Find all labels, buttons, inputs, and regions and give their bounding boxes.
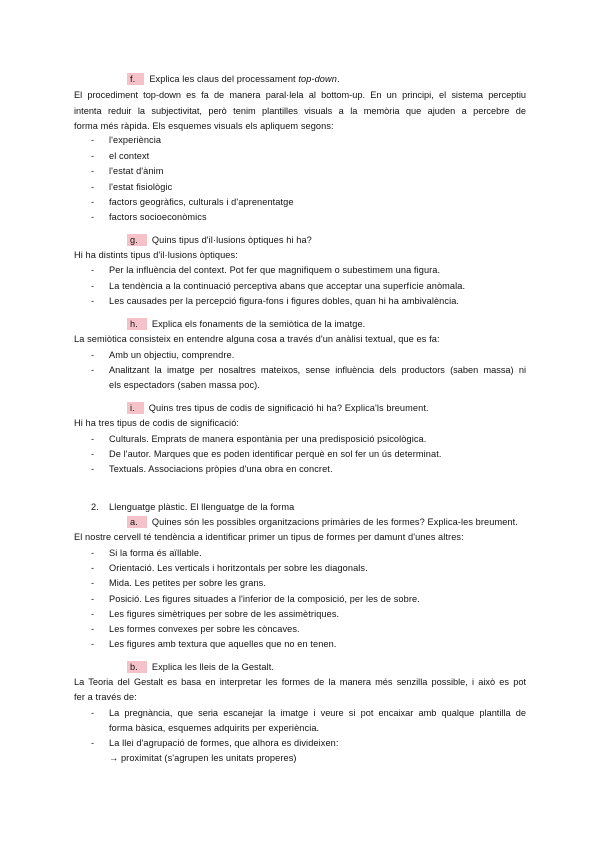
- list-item-continuation: els espectadors (saben massa poc).: [109, 380, 260, 390]
- question-letter: i.: [127, 402, 144, 414]
- bullet-dash: -: [91, 578, 95, 588]
- sub-list-item: → proximitat (s'agrupen les unitats properes): [109, 753, 297, 763]
- bullet-dash: -: [91, 166, 95, 176]
- list-item: La tendència a la continuació perceptiva abans que acceptar una superfície anòmala.: [109, 281, 466, 291]
- arrow-icon: →: [109, 753, 119, 763]
- bullet-dash: -: [91, 639, 95, 649]
- list-item: Les figures amb textura que aquelles que no en tenen.: [109, 639, 337, 649]
- list-item: La llei d'agrupació de formes, que alhora es divideixen:: [109, 738, 339, 748]
- paragraph-line: fer a través de:: [74, 692, 137, 702]
- section-intro: Hi ha tres tipus de codis de significació:: [74, 418, 240, 428]
- list-item: factors geogràfics, culturals i d'aprenentatge: [109, 197, 294, 207]
- section-intro: El nostre cervell té tendència a identificar primer un tipus de formes per damunt d'unes altres:: [74, 532, 464, 542]
- bullet-dash: -: [91, 708, 95, 718]
- bullet-dash: -: [91, 350, 95, 360]
- list-item: Mida. Les petites per sobre les grans.: [109, 578, 267, 588]
- bullet-dash: -: [91, 624, 95, 634]
- question-letter: g.: [127, 234, 147, 246]
- list-item-continuation: forma bàsica, esquemes adquirits per experiència.: [109, 723, 320, 733]
- bullet-dash: -: [91, 548, 95, 558]
- list-item: Les causades per la percepció figura-fons i figures dobles, quan hi ha ambivalència.: [109, 296, 460, 306]
- list-item: De l'autor. Marques que es poden identificar perquè en sol fer un ús determinat.: [109, 449, 442, 459]
- question-i: i. Quins tres tipus de codis de significació hi ha? Explica'ls breument.: [127, 402, 429, 414]
- bullet-dash: -: [91, 449, 95, 459]
- list-item: factors socioeconòmics: [109, 212, 207, 222]
- section-title: Llenguatge plàstic. El llenguatge de la forma: [109, 502, 295, 512]
- bullet-dash: -: [91, 265, 95, 275]
- paragraph-line: La Teoria del Gestalt es basa en interpretar les formes de la manera més senzilla possible, i això es pot: [74, 677, 526, 687]
- bullet-dash: -: [91, 197, 95, 207]
- list-item: el context: [109, 151, 150, 161]
- bullet-dash: -: [91, 563, 95, 573]
- section-intro: La semiòtica consisteix en entendre alguna cosa a través d'un anàlisi textual, que es fa:: [74, 334, 440, 344]
- bullet-dash: -: [91, 365, 95, 375]
- list-item: Culturals. Emprats de manera espontània per una predisposició psicològica.: [109, 434, 427, 444]
- section-number: 2.: [91, 502, 99, 512]
- bullet-dash: -: [91, 151, 95, 161]
- question-f: f. Explica les claus del processament top-down.: [127, 73, 340, 85]
- question-letter: b.: [127, 661, 147, 673]
- question-g: g. Quins tipus d'il·lusions òptiques hi ha?: [127, 234, 312, 246]
- list-item: Textuals. Associacions pròpies d'una obra en concret.: [109, 464, 333, 474]
- list-item: Amb un objectiu, comprendre.: [109, 350, 235, 360]
- list-item: l'estat d'ànim: [109, 166, 164, 176]
- question-2a: a. Quines són les possibles organitzacions primàries de les formes? Explica-les breument.: [127, 516, 518, 528]
- section-intro: Hi ha distints tipus d'il·lusions òptiques:: [74, 250, 238, 260]
- bullet-dash: -: [91, 609, 95, 619]
- bullet-dash: -: [91, 182, 95, 192]
- list-item: La pregnància, que seria escanejar la imatge i veure si pot encaixar amb qualque plantilla de: [109, 708, 526, 718]
- question-2b: b. Explica les lleis de la Gestalt.: [127, 661, 274, 673]
- paragraph-line: El procediment top-down es fa de manera paral·lela al bottom-up. En un principi, el sistema perceptiu: [74, 90, 526, 100]
- list-item: l'estat fisiològic: [109, 182, 173, 192]
- paragraph-line: forma més ràpida. Els esquemes visuals els apliquem segons:: [74, 121, 334, 131]
- list-item: Si la forma és aïllable.: [109, 548, 202, 558]
- list-item: l'experiència: [109, 135, 162, 145]
- bullet-dash: -: [91, 738, 95, 748]
- bullet-dash: -: [91, 296, 95, 306]
- bullet-dash: -: [91, 281, 95, 291]
- bullet-dash: -: [91, 464, 95, 474]
- question-letter: h.: [127, 318, 147, 330]
- list-item: Orientació. Les verticals i horitzontals per sobre les diagonals.: [109, 563, 368, 573]
- list-item: Per la influència del context. Pot fer que magnifiquem o subestimem una figura.: [109, 265, 441, 275]
- question-h: h. Explica els fonaments de la semiòtica de la imatge.: [127, 318, 365, 330]
- list-item: Les figures simètriques per sobre de les assimètriques.: [109, 609, 340, 619]
- bullet-dash: -: [91, 212, 95, 222]
- list-item: Les formes convexes per sobre les còncaves.: [109, 624, 300, 634]
- bullet-dash: -: [91, 135, 95, 145]
- question-letter: f.: [127, 73, 144, 85]
- bullet-dash: -: [91, 434, 95, 444]
- bullet-dash: -: [91, 594, 95, 604]
- paragraph-line: intenta reduir la subjectivitat, però tenim plantilles visuals a la memòria que ajuden a percebre de: [74, 106, 526, 116]
- list-item: Posició. Les figures situades a l'inferior de la composició, per les de sobre.: [109, 594, 420, 604]
- list-item: Analitzant la imatge per nosaltres mateixos, sense influència dels productors (saben massa) ni: [109, 365, 526, 375]
- question-letter: a.: [127, 516, 147, 528]
